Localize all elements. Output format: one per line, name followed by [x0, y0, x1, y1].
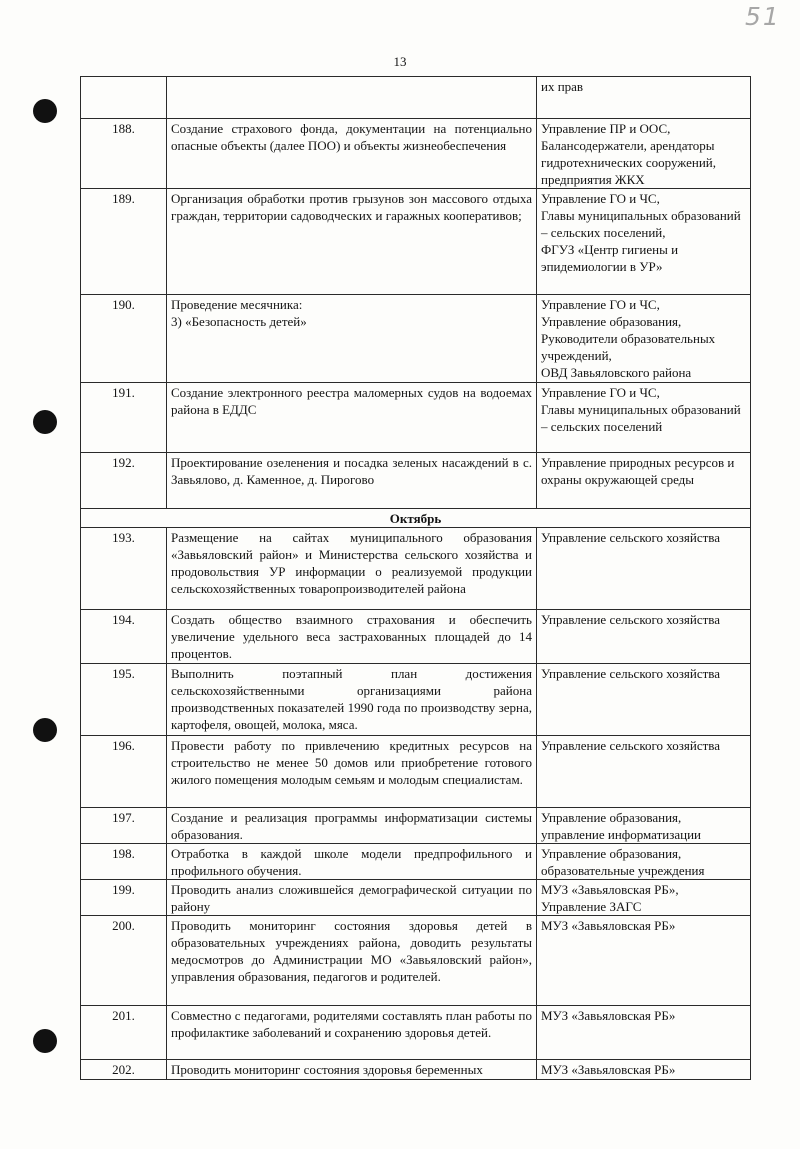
row-number: 202.: [81, 1060, 167, 1080]
responsible-party: Управление образования, управление информатизации: [537, 808, 751, 844]
row-number: 190.: [81, 295, 167, 383]
punch-hole: [33, 410, 57, 434]
table-row: [81, 1006, 751, 1060]
row-number: [81, 77, 167, 119]
responsible-party: Управление природных ресурсов и охраны окружающей среды: [537, 453, 751, 509]
table-row: [81, 808, 751, 844]
row-number: 194.: [81, 610, 167, 664]
punch-hole: [33, 99, 57, 123]
task-description: [167, 77, 537, 119]
task-description: Провести работу по привлечению кредитных ресурсов на строительство не менее 50 домов или приобретение готового жилого помещения молодым семьям и молодым специалистам.: [167, 736, 537, 808]
page-number: 13: [393, 54, 407, 69]
responsible-party: их прав: [537, 77, 751, 119]
responsible-party: МУЗ «Завьяловская РБ»: [537, 916, 751, 1006]
responsible-party: Управление образования, образовательные учреждения: [537, 844, 751, 880]
table-row: [81, 383, 751, 453]
table-row: [81, 844, 751, 880]
table-row: [81, 664, 751, 736]
responsible-party: Управление сельского хозяйства: [537, 664, 751, 736]
responsible-party: Управление ГО и ЧС, Главы муниципальных образований – сельских поселений: [537, 383, 751, 453]
responsible-party: МУЗ «Завьяловская РБ», Управление ЗАГС: [537, 880, 751, 916]
row-number: 198.: [81, 844, 167, 880]
activity-plan-table: [80, 76, 751, 1080]
responsible-party: Управление ГО и ЧС, Управление образования, Руководители образовательных учреждений, ОВД Завьяловского района: [537, 295, 751, 383]
task-description: Создание и реализация программы информатизации системы образования.: [167, 808, 537, 844]
table-row: [81, 916, 751, 1006]
responsible-party: Управление ПР и ООС, Балансодержатели, арендаторы гидротехнических сооружений, предприятия ЖКХ: [537, 119, 751, 189]
activity-plan-body: [81, 77, 751, 1080]
row-number: 199.: [81, 880, 167, 916]
responsible-party: Управление ГО и ЧС, Главы муниципальных образований – сельских поселений, ФГУЗ «Центр гигиены и эпидемиологии в УР»: [537, 189, 751, 295]
table-row: [81, 1060, 751, 1080]
task-description: Размещение на сайтах муниципального образования «Завьяловский район» и Министерства сельского хозяйства и продовольствия УР информации о реализуемой продукции сельскохозяйственных товаропроизводителей района: [167, 528, 537, 610]
task-description: Организация обработки против грызунов зон массового отдыха граждан, территории садоводческих и гаражных кооперативов;: [167, 189, 537, 295]
month-header: Октябрь: [81, 509, 751, 528]
corner-mark: 51: [745, 2, 781, 31]
responsible-party: МУЗ «Завьяловская РБ»: [537, 1006, 751, 1060]
task-description: Создание страхового фонда, документации на потенциально опасные объекты (далее ПОО) и объекты жизнеобеспечения: [167, 119, 537, 189]
task-description: Проектирование озеленения и посадка зеленых насаждений в с. Завьялово, д. Каменное, д. Пирогово: [167, 453, 537, 509]
row-number: 192.: [81, 453, 167, 509]
task-description: Проводить мониторинг состояния здоровья детей в образовательных учреждениях района, доводить результаты медосмотров до Администрации МО «Завьяловский район», управления образования, педагогов и родителей.: [167, 916, 537, 1006]
table-row: [81, 880, 751, 916]
table-row: [81, 189, 751, 295]
responsible-party: Управление сельского хозяйства: [537, 610, 751, 664]
table-row: [81, 119, 751, 189]
table-row: [81, 295, 751, 383]
table-row: [81, 528, 751, 610]
task-description: Создать общество взаимного страхования и обеспечить увеличение удельного веса застрахованных площадей до 14 процентов.: [167, 610, 537, 664]
row-number: 191.: [81, 383, 167, 453]
task-description: Проводить мониторинг состояния здоровья беременных: [167, 1060, 537, 1080]
responsible-party: Управление сельского хозяйства: [537, 528, 751, 610]
task-description: Создание электронного реестра маломерных судов на водоемах района в ЕДДС: [167, 383, 537, 453]
task-description: Проведение месячника: 3) «Безопасность детей»: [167, 295, 537, 383]
punch-hole: [33, 1029, 57, 1053]
task-description: Совместно с педагогами, родителями составлять план работы по профилактике заболеваний и сохранению здоровья детей.: [167, 1006, 537, 1060]
table-row: [81, 77, 751, 119]
table-row: [81, 736, 751, 808]
row-number: 200.: [81, 916, 167, 1006]
punch-hole: [33, 718, 57, 742]
responsible-party: МУЗ «Завьяловская РБ»: [537, 1060, 751, 1080]
task-description: Выполнить поэтапный план достижения сельскохозяйственными организациями района производственных показателей 1990 года по производству зерна, картофеля, овощей, молока, мяса.: [167, 664, 537, 736]
task-description: Проводить анализ сложившейся демографической ситуации по району: [167, 880, 537, 916]
task-description: Отработка в каждой школе модели предпрофильного и профильного обучения.: [167, 844, 537, 880]
table-row: [81, 453, 751, 509]
row-number: 193.: [81, 528, 167, 610]
month-header-row: [81, 509, 751, 528]
table-row: [81, 610, 751, 664]
row-number: 197.: [81, 808, 167, 844]
responsible-party: Управление сельского хозяйства: [537, 736, 751, 808]
row-number: 196.: [81, 736, 167, 808]
row-number: 201.: [81, 1006, 167, 1060]
row-number: 195.: [81, 664, 167, 736]
row-number: 189.: [81, 189, 167, 295]
row-number: 188.: [81, 119, 167, 189]
